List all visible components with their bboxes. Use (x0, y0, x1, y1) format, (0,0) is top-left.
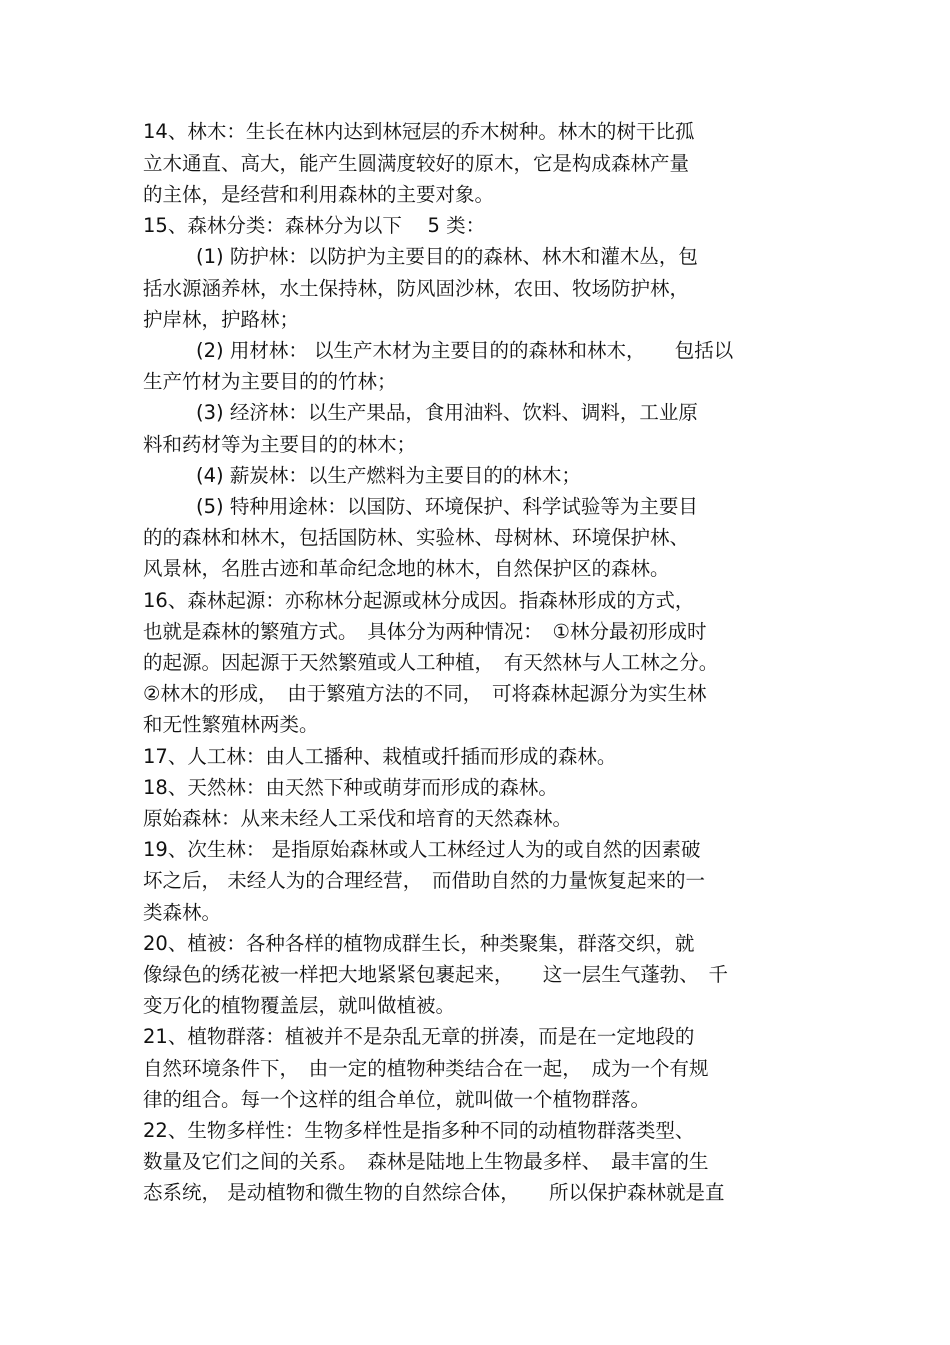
text-line: 括水源涵养林，水土保持林，防风固沙林，农田、牧场防护林， (143, 277, 690, 300)
text-line: 14、林木：生长在林内达到林冠层的乔木树种。林木的树干比孤 (143, 120, 695, 143)
text-line: (2) 用材林： 以生产木材为主要目的的森林和林木， 包括以 (196, 339, 734, 362)
text-line: 15、森林分类：森林分为以下 5 类： (143, 214, 486, 237)
text-line: 类森林。 (143, 901, 222, 924)
text-line: 和无性繁殖林两类。 (143, 713, 319, 736)
text-line: 的的森林和林木，包括国防林、实验林、母树林、环境保护林、 (143, 526, 690, 549)
text-line: 的起源。因起源于天然繁殖或人工种植， 有天然林与人工林之分。 (143, 651, 719, 674)
text-line: (1) 防护林：以防护为主要目的的森林、林木和灌木丛，包 (196, 245, 698, 268)
text-line: 的主体，是经营和利用森林的主要对象。 (143, 183, 495, 206)
text-line: 自然环境条件下， 由一定的植物种类结合在一起， 成为一个有规 (143, 1057, 709, 1080)
text-line: 21、植物群落：植被并不是杂乱无章的拼凑，而是在一定地段的 (143, 1025, 695, 1048)
text-line: ②林木的形成， 由于繁殖方法的不同， 可将森林起源分为实生林 (143, 682, 707, 705)
text-line: 护岸林，护路林； (143, 308, 300, 331)
text-line: 18、天然林：由天然下种或萌芽而形成的森林。 (143, 776, 558, 799)
text-line: 原始森林：从来未经人工采伐和培育的天然森林。 (143, 807, 573, 830)
text-line: 22、生物多样性：生物多样性是指多种不同的动植物群落类型、 (143, 1119, 695, 1142)
text-line: 生产竹材为主要目的的竹林； (143, 370, 397, 393)
text-line: 律的组合。每一个这样的组合单位，就叫做一个植物群落。 (143, 1088, 651, 1111)
text-line: 数量及它们之间的关系。 森林是陆地上生物最多样、 最丰富的生 (143, 1150, 709, 1173)
text-line: 料和药材等为主要目的的林木； (143, 433, 417, 456)
text-line: 像绿色的绣花被一样把大地紧紧包裹起来， 这一层生气蓬勃、 千 (143, 963, 729, 986)
text-line: 坏之后， 未经人为的合理经营， 而借助自然的力量恢复起来的一 (143, 869, 705, 892)
text-line: 17、人工林：由人工播种、栽植或扦插而形成的森林。 (143, 745, 617, 768)
text-line: 16、森林起源：亦称林分起源或林分成因。指森林形成的方式， (143, 589, 695, 612)
text-line: 风景林，名胜古迹和革命纪念地的林木，自然保护区的森林。 (143, 557, 670, 580)
text-line: 20、植被：各种各样的植物成群生长，种类聚集，群落交织，就 (143, 932, 695, 955)
text-line: (4) 薪炭林：以生产燃料为主要目的的林木； (196, 464, 581, 487)
text-line: 态系统， 是动植物和微生物的自然综合体， 所以保护森林就是直 (143, 1181, 725, 1204)
text-line: 立木通直、高大，能产生圆满度较好的原木，它是构成森林产量 (143, 152, 690, 175)
text-line: (3) 经济林：以生产果品，食用油料、饮料、调料，工业原 (196, 401, 698, 424)
text-line: 19、次生林： 是指原始森林或人工林经过人为的或自然的因素破 (143, 838, 701, 861)
text-line: (5) 特种用途林：以国防、环境保护、科学试验等为主要目 (196, 495, 698, 518)
text-line: 也就是森林的繁殖方式。 具体分为两种情况： ①林分最初形成时 (143, 620, 707, 643)
text-line: 变万化的植物覆盖层，就叫做植被。 (143, 994, 456, 1017)
